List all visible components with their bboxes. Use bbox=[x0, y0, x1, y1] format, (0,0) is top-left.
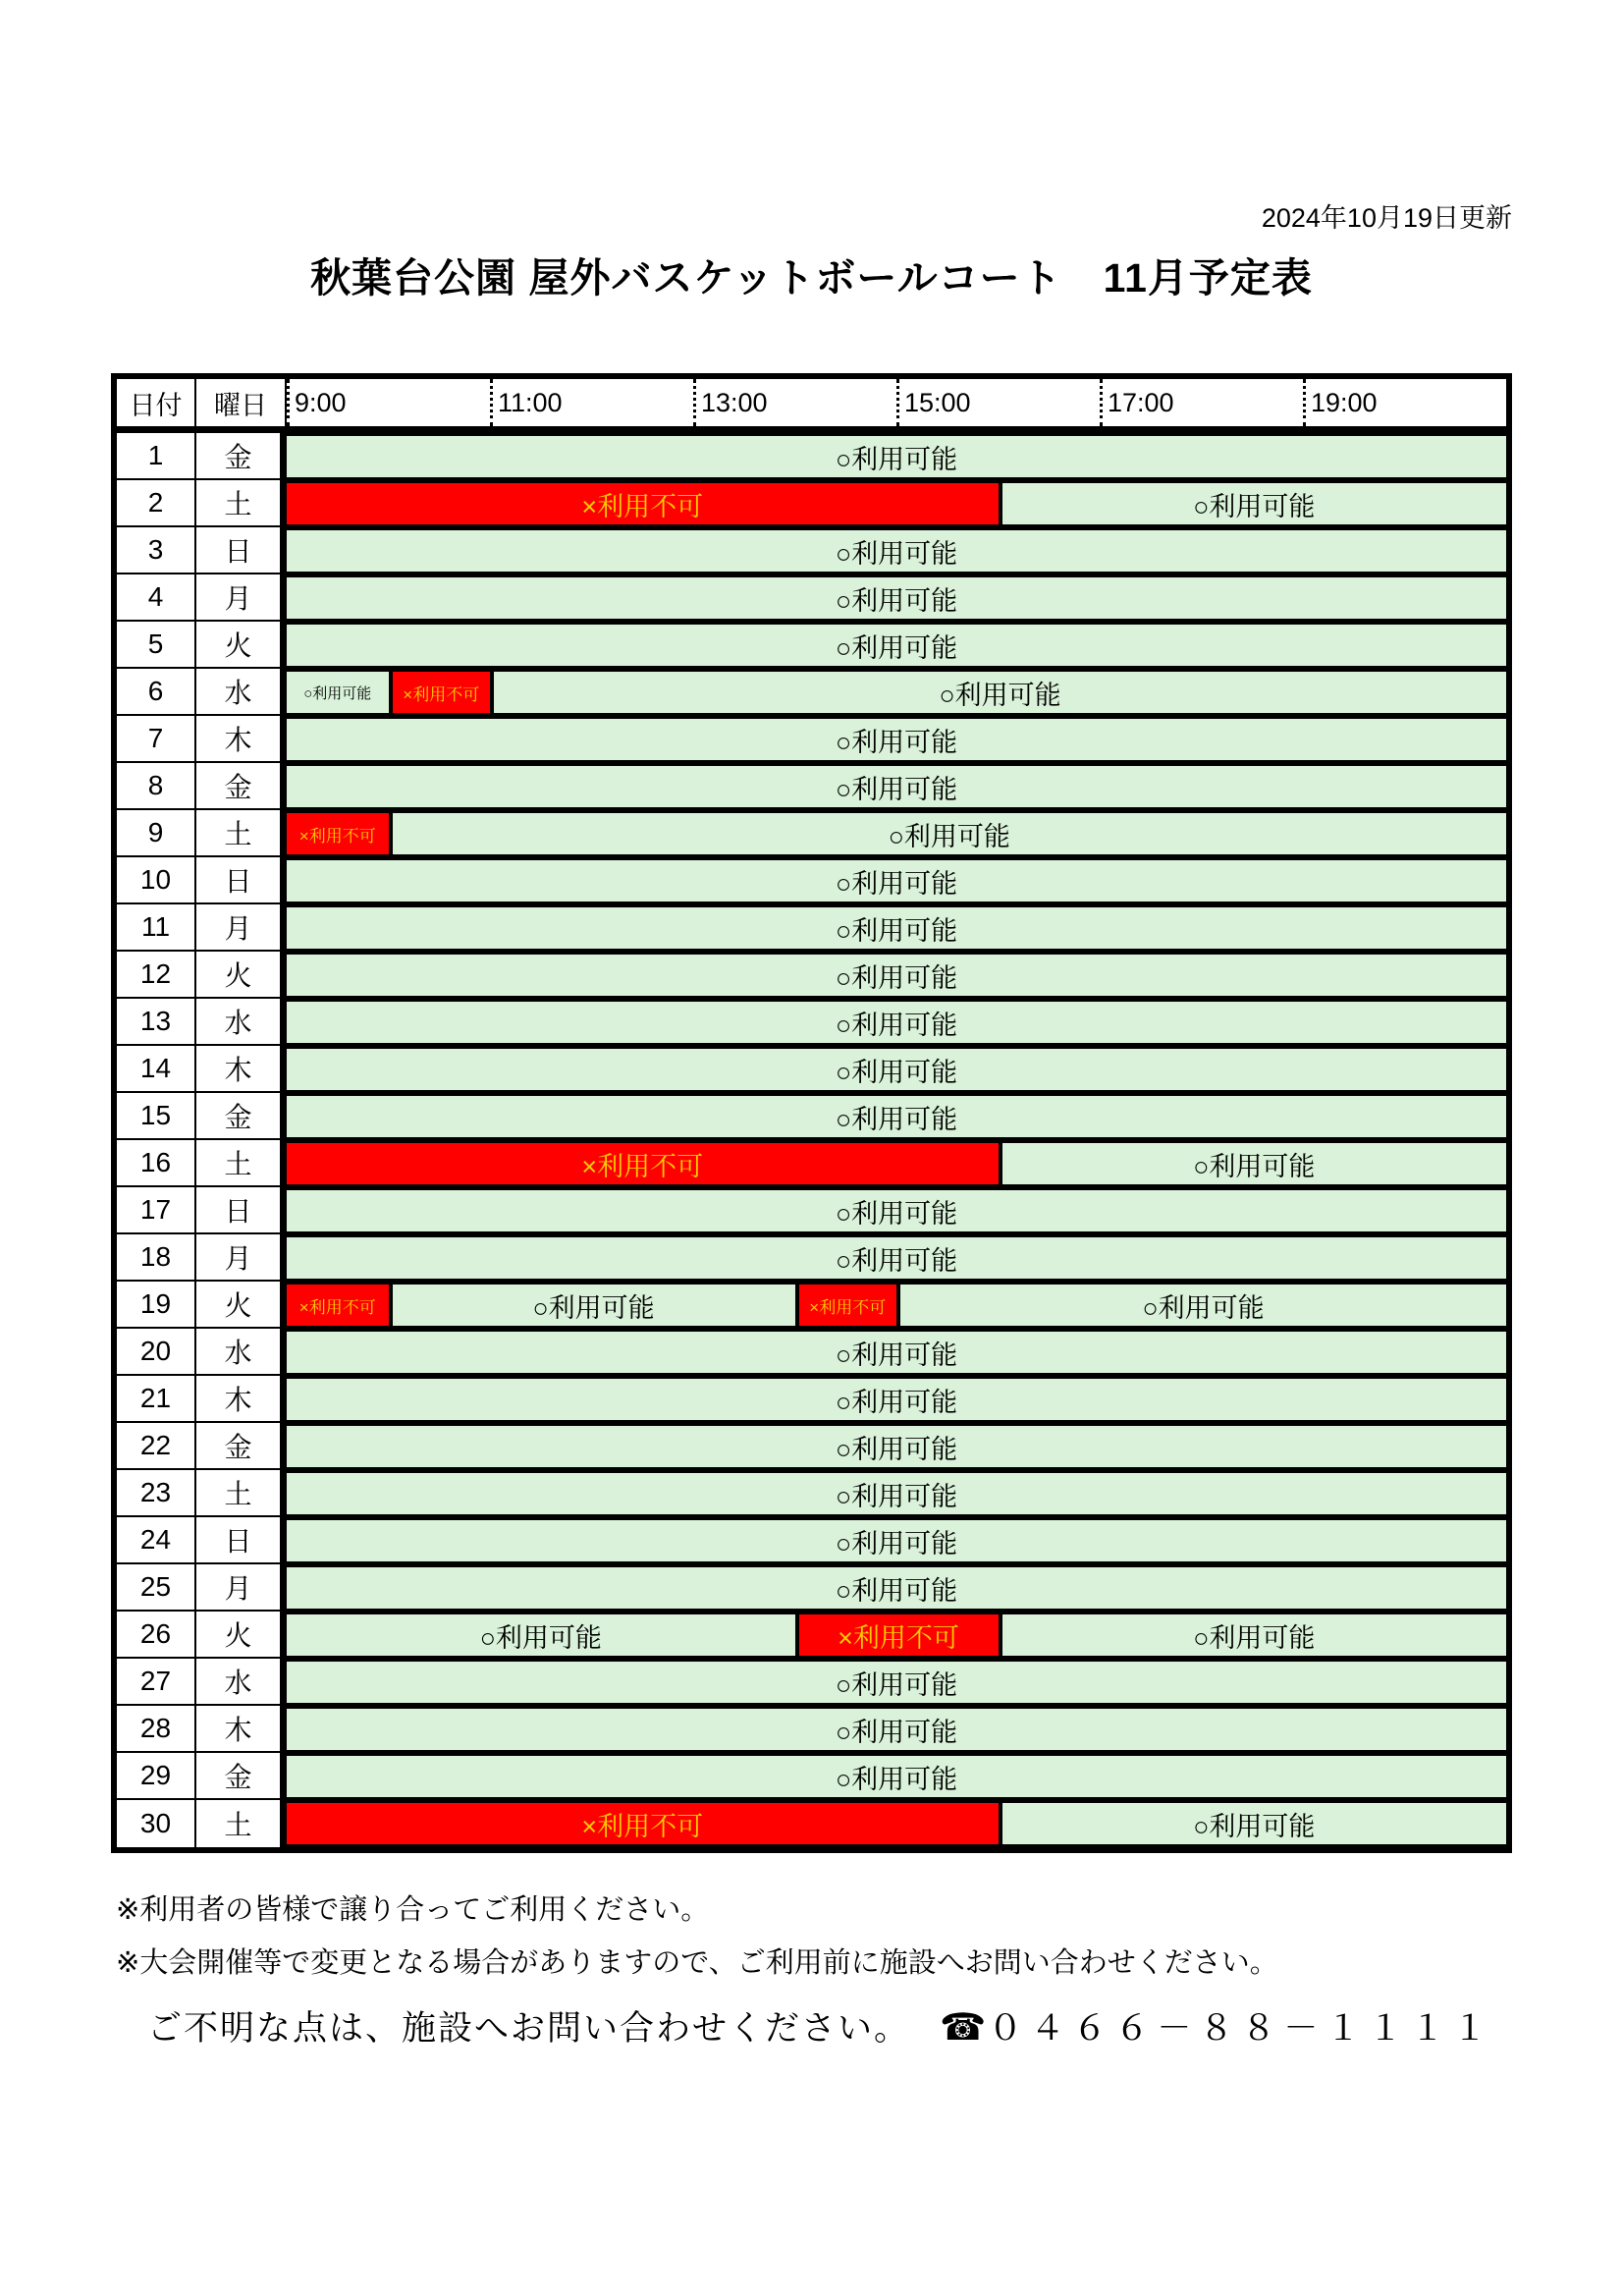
segment-available: ○利用可能 bbox=[287, 1567, 1506, 1609]
time-bar bbox=[287, 1520, 1506, 1561]
time-bar bbox=[287, 1662, 1506, 1703]
schedule-row bbox=[117, 1329, 1506, 1376]
time-bar-area bbox=[287, 1140, 1506, 1187]
day-cell: 日 bbox=[196, 527, 287, 574]
time-bar-area bbox=[287, 1800, 1506, 1847]
day-cell: 金 bbox=[196, 433, 287, 480]
schedule-row bbox=[117, 1517, 1506, 1564]
day-cell: 木 bbox=[196, 716, 287, 763]
time-bar bbox=[287, 1803, 1506, 1844]
time-bar-area bbox=[287, 1659, 1506, 1706]
schedule-row bbox=[117, 622, 1506, 669]
time-bar-area bbox=[287, 1753, 1506, 1800]
segment-available: ○利用可能 bbox=[999, 1143, 1507, 1184]
time-header: 9:00 bbox=[287, 379, 490, 426]
time-bar bbox=[287, 860, 1506, 902]
segment-available: ○利用可能 bbox=[287, 1237, 1506, 1279]
day-cell: 月 bbox=[196, 1234, 287, 1282]
note-line: ※利用者の皆様で譲り合ってご利用ください。 bbox=[116, 1894, 710, 1926]
date-cell: 13 bbox=[117, 999, 196, 1046]
schedule-row bbox=[117, 1706, 1506, 1753]
schedule-row bbox=[117, 857, 1506, 904]
segment-available: ○利用可能 bbox=[287, 1332, 1506, 1373]
date-cell: 29 bbox=[117, 1753, 196, 1800]
day-cell: 水 bbox=[196, 669, 287, 716]
time-bar-area bbox=[287, 952, 1506, 999]
time-bar-area bbox=[287, 1234, 1506, 1282]
segment-available: ○利用可能 bbox=[287, 1614, 795, 1656]
schedule-row bbox=[117, 669, 1506, 716]
segment-available: ○利用可能 bbox=[287, 1379, 1506, 1420]
time-bar bbox=[287, 1002, 1506, 1043]
day-cell: 金 bbox=[196, 1423, 287, 1470]
time-bar bbox=[287, 530, 1506, 572]
segment-available: ○利用可能 bbox=[287, 1049, 1506, 1090]
date-cell: 24 bbox=[117, 1517, 196, 1564]
day-cell: 木 bbox=[196, 1046, 287, 1093]
day-cell: 水 bbox=[196, 999, 287, 1046]
day-cell: 月 bbox=[196, 1564, 287, 1612]
day-cell: 月 bbox=[196, 904, 287, 952]
time-bar-area bbox=[287, 1706, 1506, 1753]
date-cell: 22 bbox=[117, 1423, 196, 1470]
schedule-row bbox=[117, 1470, 1506, 1517]
time-bar bbox=[287, 813, 1506, 854]
time-header: 13:00 bbox=[693, 379, 896, 426]
time-bar-area bbox=[287, 527, 1506, 574]
date-cell: 7 bbox=[117, 716, 196, 763]
time-bar bbox=[287, 1190, 1506, 1231]
time-bar-area bbox=[287, 904, 1506, 952]
schedule-row bbox=[117, 1753, 1506, 1800]
day-cell: 土 bbox=[196, 480, 287, 527]
time-bar bbox=[287, 577, 1506, 619]
segment-available: ○利用可能 bbox=[896, 1285, 1506, 1326]
segment-available: ○利用可能 bbox=[287, 625, 1506, 666]
day-column-header: 曜日 bbox=[196, 379, 287, 426]
segment-available: ○利用可能 bbox=[287, 1473, 1506, 1514]
time-bar-area bbox=[287, 716, 1506, 763]
time-header: 19:00 bbox=[1303, 379, 1506, 426]
schedule-row bbox=[117, 952, 1506, 999]
date-cell: 8 bbox=[117, 763, 196, 810]
day-cell: 日 bbox=[196, 857, 287, 904]
table-body bbox=[117, 433, 1506, 1847]
day-cell: 土 bbox=[196, 810, 287, 857]
time-bar bbox=[287, 1473, 1506, 1514]
schedule-row bbox=[117, 1093, 1506, 1140]
segment-available: ○利用可能 bbox=[287, 1426, 1506, 1467]
segment-available: ○利用可能 bbox=[287, 766, 1506, 807]
segment-available: ○利用可能 bbox=[490, 672, 1506, 713]
date-cell: 15 bbox=[117, 1093, 196, 1140]
schedule-row bbox=[117, 480, 1506, 527]
schedule-row bbox=[117, 763, 1506, 810]
segment-available: ○利用可能 bbox=[287, 436, 1506, 477]
time-bar-area bbox=[287, 1517, 1506, 1564]
schedule-row bbox=[117, 433, 1506, 480]
segment-available: ○利用可能 bbox=[287, 1002, 1506, 1043]
segment-available: ○利用可能 bbox=[287, 907, 1506, 949]
time-bar-area bbox=[287, 1093, 1506, 1140]
time-bar bbox=[287, 483, 1506, 524]
day-cell: 日 bbox=[196, 1517, 287, 1564]
day-cell: 月 bbox=[196, 574, 287, 622]
time-headers bbox=[287, 379, 1506, 426]
time-bar bbox=[287, 955, 1506, 996]
date-cell: 6 bbox=[117, 669, 196, 716]
date-cell: 1 bbox=[117, 433, 196, 480]
time-bar bbox=[287, 1709, 1506, 1750]
segment-available: ○利用可能 bbox=[287, 1096, 1506, 1137]
table-header-row bbox=[117, 379, 1506, 433]
note-line: ※大会開催等で変更となる場合がありますので、ご利用前に施設へお問い合わせください。 bbox=[116, 1947, 1278, 1979]
time-bar-area bbox=[287, 1470, 1506, 1517]
segment-available: ○利用可能 bbox=[287, 577, 1506, 619]
day-cell: 金 bbox=[196, 1753, 287, 1800]
time-bar-area bbox=[287, 669, 1506, 716]
segment-available: ○利用可能 bbox=[999, 1614, 1507, 1656]
day-cell: 土 bbox=[196, 1140, 287, 1187]
time-bar-area bbox=[287, 1046, 1506, 1093]
day-cell: 火 bbox=[196, 952, 287, 999]
segment-available: ○利用可能 bbox=[287, 1520, 1506, 1561]
date-cell: 11 bbox=[117, 904, 196, 952]
time-bar bbox=[287, 907, 1506, 949]
date-cell: 9 bbox=[117, 810, 196, 857]
day-cell: 金 bbox=[196, 763, 287, 810]
schedule-row bbox=[117, 1612, 1506, 1659]
day-cell: 木 bbox=[196, 1376, 287, 1423]
date-cell: 17 bbox=[117, 1187, 196, 1234]
footer-contact bbox=[147, 2001, 1494, 2050]
segment-available: ○利用可能 bbox=[287, 1756, 1506, 1797]
time-header: 17:00 bbox=[1100, 379, 1303, 426]
day-cell: 水 bbox=[196, 1329, 287, 1376]
segment-available: ○利用可能 bbox=[389, 813, 1507, 854]
segment-unavailable: ×利用不可 bbox=[795, 1614, 999, 1656]
day-cell: 水 bbox=[196, 1659, 287, 1706]
time-bar-area bbox=[287, 1187, 1506, 1234]
day-cell: 金 bbox=[196, 1093, 287, 1140]
segment-available: ○利用可能 bbox=[287, 1662, 1506, 1703]
schedule-row bbox=[117, 999, 1506, 1046]
time-bar-area bbox=[287, 433, 1506, 480]
time-header: 11:00 bbox=[490, 379, 693, 426]
date-cell: 20 bbox=[117, 1329, 196, 1376]
segment-available: ○利用可能 bbox=[287, 1709, 1506, 1750]
schedule-row bbox=[117, 1423, 1506, 1470]
schedule-row bbox=[117, 1140, 1506, 1187]
time-bar-area bbox=[287, 1564, 1506, 1612]
time-bar bbox=[287, 1614, 1506, 1656]
schedule-row bbox=[117, 527, 1506, 574]
phone-icon: ☎ bbox=[940, 2007, 989, 2049]
segment-available: ○利用可能 bbox=[287, 860, 1506, 902]
page-title: 秋葉台公園 屋外バスケットボールコート 11月予定表 bbox=[310, 255, 1313, 301]
segment-available: ○利用可能 bbox=[287, 1190, 1506, 1231]
date-cell: 25 bbox=[117, 1564, 196, 1612]
time-bar bbox=[287, 1332, 1506, 1373]
date-cell: 28 bbox=[117, 1706, 196, 1753]
segment-unavailable: ×利用不可 bbox=[389, 672, 491, 713]
schedule-row bbox=[117, 904, 1506, 952]
schedule-row bbox=[117, 716, 1506, 763]
updated-date: 2024年10月19日更新 bbox=[1261, 203, 1512, 233]
segment-unavailable: ×利用不可 bbox=[795, 1285, 897, 1326]
date-cell: 16 bbox=[117, 1140, 196, 1187]
time-bar bbox=[287, 1143, 1506, 1184]
time-bar-area bbox=[287, 763, 1506, 810]
date-cell: 3 bbox=[117, 527, 196, 574]
time-bar bbox=[287, 1096, 1506, 1137]
segment-unavailable: ×利用不可 bbox=[287, 483, 999, 524]
time-bar bbox=[287, 1237, 1506, 1279]
contact-text: ご不明な点は、施設へお問い合わせください。 bbox=[147, 2009, 911, 2048]
date-cell: 14 bbox=[117, 1046, 196, 1093]
schedule-row bbox=[117, 1376, 1506, 1423]
notes bbox=[116, 1884, 1278, 1990]
segment-available: ○利用可能 bbox=[389, 1285, 795, 1326]
date-cell: 10 bbox=[117, 857, 196, 904]
date-cell: 27 bbox=[117, 1659, 196, 1706]
segment-available: ○利用可能 bbox=[287, 955, 1506, 996]
schedule-row bbox=[117, 810, 1506, 857]
time-bar bbox=[287, 1756, 1506, 1797]
segment-available: ○利用可能 bbox=[287, 672, 389, 713]
schedule-table bbox=[111, 373, 1512, 1853]
schedule-row bbox=[117, 574, 1506, 622]
segment-available: ○利用可能 bbox=[287, 530, 1506, 572]
time-bar-area bbox=[287, 622, 1506, 669]
date-cell: 12 bbox=[117, 952, 196, 999]
time-bar-area bbox=[287, 574, 1506, 622]
time-bar bbox=[287, 766, 1506, 807]
day-cell: 火 bbox=[196, 1282, 287, 1329]
date-cell: 26 bbox=[117, 1612, 196, 1659]
day-cell: 火 bbox=[196, 1612, 287, 1659]
day-cell: 土 bbox=[196, 1800, 287, 1847]
time-bar-area bbox=[287, 1329, 1506, 1376]
time-bar bbox=[287, 1567, 1506, 1609]
day-cell: 土 bbox=[196, 1470, 287, 1517]
date-cell: 2 bbox=[117, 480, 196, 527]
time-bar bbox=[287, 1426, 1506, 1467]
date-cell: 21 bbox=[117, 1376, 196, 1423]
date-cell: 5 bbox=[117, 622, 196, 669]
date-cell: 19 bbox=[117, 1282, 196, 1329]
schedule-row bbox=[117, 1187, 1506, 1234]
time-bar bbox=[287, 672, 1506, 713]
time-bar-area bbox=[287, 999, 1506, 1046]
time-bar bbox=[287, 719, 1506, 760]
time-bar-area bbox=[287, 857, 1506, 904]
time-bar bbox=[287, 1049, 1506, 1090]
schedule-row bbox=[117, 1659, 1506, 1706]
date-cell: 18 bbox=[117, 1234, 196, 1282]
time-bar-area bbox=[287, 1423, 1506, 1470]
time-bar-area bbox=[287, 1612, 1506, 1659]
time-bar bbox=[287, 1285, 1506, 1326]
time-bar-area bbox=[287, 1376, 1506, 1423]
day-cell: 火 bbox=[196, 622, 287, 669]
date-cell: 23 bbox=[117, 1470, 196, 1517]
time-header: 15:00 bbox=[896, 379, 1100, 426]
time-bar-area bbox=[287, 480, 1506, 527]
segment-unavailable: ×利用不可 bbox=[287, 1803, 999, 1844]
schedule-row bbox=[117, 1046, 1506, 1093]
time-bar-area bbox=[287, 1282, 1506, 1329]
day-cell: 日 bbox=[196, 1187, 287, 1234]
schedule-row bbox=[117, 1564, 1506, 1612]
segment-unavailable: ×利用不可 bbox=[287, 1285, 389, 1326]
segment-available: ○利用可能 bbox=[999, 1803, 1507, 1844]
schedule-row bbox=[117, 1800, 1506, 1847]
segment-unavailable: ×利用不可 bbox=[287, 813, 389, 854]
time-bar bbox=[287, 1379, 1506, 1420]
day-cell: 木 bbox=[196, 1706, 287, 1753]
time-bar bbox=[287, 625, 1506, 666]
segment-available: ○利用可能 bbox=[999, 483, 1507, 524]
time-bar-area bbox=[287, 810, 1506, 857]
phone-number: ０４６６－８８－１１１１ bbox=[988, 2009, 1495, 2048]
segment-unavailable: ×利用不可 bbox=[287, 1143, 999, 1184]
schedule-row bbox=[117, 1282, 1506, 1329]
date-column-header: 日付 bbox=[117, 379, 196, 426]
time-bar bbox=[287, 436, 1506, 477]
date-cell: 30 bbox=[117, 1800, 196, 1847]
date-cell: 4 bbox=[117, 574, 196, 622]
segment-available: ○利用可能 bbox=[287, 719, 1506, 760]
schedule-row bbox=[117, 1234, 1506, 1282]
